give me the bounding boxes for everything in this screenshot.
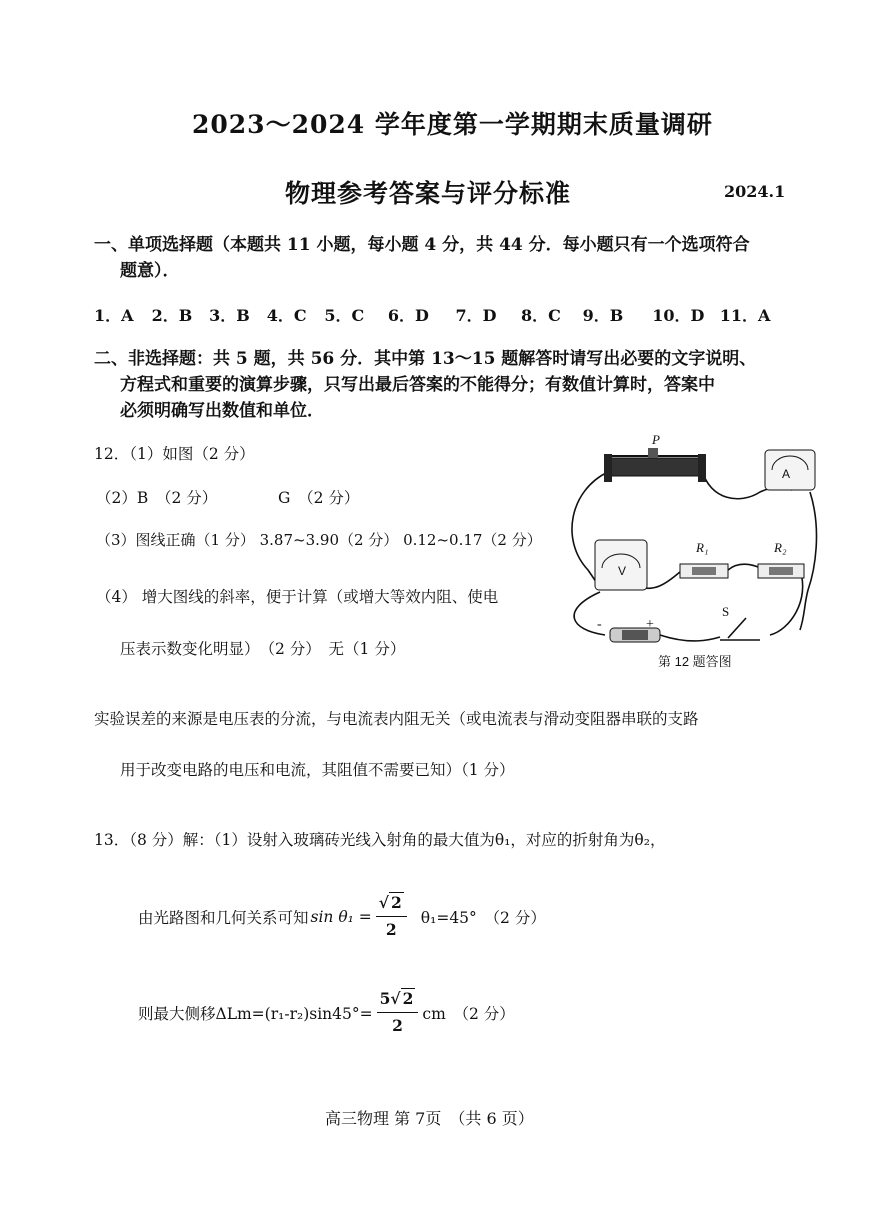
q13-line2-sin: sin θ₁ = (310, 907, 372, 926)
label-p: P (652, 432, 660, 447)
q13-line2-suffix: θ₁=45° （2 分） (420, 908, 546, 927)
q13-line2-prefix: 由光路图和几何关系可知 (138, 908, 309, 927)
q12-line2a: （2）B （2 分） (96, 489, 218, 507)
ammeter (765, 450, 815, 490)
label-plus: + (646, 617, 654, 632)
q13-line3 (138, 988, 515, 1037)
q12-line6: 实验误差的来源是电压表的分流，与电流表内阻无关（或电流表与滑动变阻器串联的支路 (94, 710, 699, 728)
q12-line2b: G （2 分） (278, 489, 360, 507)
fraction-numerator: 2 (390, 893, 402, 912)
fraction-5sqrt2-over-2: $\frac{5√ 2}{2}$ (377, 988, 419, 1037)
wire (770, 570, 803, 635)
q12-line5: 压表示数变化明显） （2 分） 无（1 分） (120, 640, 406, 658)
voltmeter (595, 540, 647, 590)
page-subtitle: 物理参考答案与评分标准 (285, 179, 572, 208)
fraction-radicand: 2 (402, 989, 414, 1008)
q12-line7: 用于改变电路的电压和电流，其阻值不需要已知）（1 分） (120, 761, 515, 779)
answer-10: 10．D (652, 306, 705, 325)
q13-line3-prefix: 则最大侧移ΔLm=(r₁-r₂)sin45°= (138, 1004, 373, 1023)
wire (660, 635, 720, 641)
circuit-diagram (560, 430, 830, 680)
answer-9: 9．B (582, 306, 624, 325)
fraction-denominator: 2 (392, 1016, 403, 1035)
resistor-r1 (680, 540, 728, 578)
section1-heading-line1: 一、单项选择题（本题共 11 小题，每小题 4 分，共 44 分．每小题只有一个选项符合 (94, 235, 750, 255)
section1-answers (94, 303, 770, 326)
q12-line1: 12．（1）如图（2 分） (94, 445, 255, 463)
answer-7: 7．D (455, 306, 497, 325)
battery (597, 617, 660, 642)
label-s: S (722, 604, 730, 619)
label-v: V (618, 564, 627, 578)
section2-heading-line3: 必须明确写出数值和单位． (120, 401, 324, 421)
fraction-sqrt2-over-2: $\frac{√ 2}{2}$ (376, 892, 407, 941)
section2-heading-line2: 方程式和重要的演算步骤，只写出最后答案的不能得分；有数值计算时，答案中 (120, 375, 715, 395)
figure-caption: 第 12 题答图 (658, 654, 732, 669)
q13-line2 (138, 892, 546, 941)
answer-2: 2．B (151, 306, 193, 325)
page-title: 2023～2024 学年度第一学期期末质量调研 (192, 110, 713, 139)
fraction-denominator: 2 (385, 920, 397, 939)
rheostat (604, 432, 706, 482)
answer-6: 6．D (387, 306, 429, 325)
switch (720, 604, 760, 640)
answer-8: 8．C (521, 306, 561, 325)
section1-heading-line2: 题意）． (120, 261, 180, 281)
answer-11: 11．A (719, 306, 771, 325)
page-footer: 高三物理 第 7页 （共 6 页） (325, 1109, 534, 1128)
answer-5: 5．C (324, 306, 365, 325)
q13-line1: 13．（8 分）解：（1）设射入玻璃砖光线入射角的最大值为θ₁，对应的折射角为θ₂， (94, 831, 666, 849)
label-a: A (782, 467, 791, 481)
q12-line3: （3）图线正确（1 分） 3.87~3.90（2 分） 0.12~0.17（2 分） (96, 531, 542, 549)
resistor-r2 (758, 540, 804, 578)
q13-line3-suffix: cm （2 分） (422, 1004, 515, 1023)
label-r2: R₂ (774, 540, 787, 555)
section2-heading-line1: 二、非选择题：共 5 题，共 56 分．其中第 13～15 题解答时请写出必要的文字说明、 (94, 349, 757, 369)
label-minus: - (597, 617, 602, 632)
label-r1: R₁ (696, 540, 709, 555)
answer-3: 3．B (209, 306, 250, 325)
answer-1: 1．A (94, 306, 134, 325)
answer-4: 4．C (266, 306, 307, 325)
wire (800, 492, 816, 630)
document-date: 2024.1 (724, 182, 786, 201)
q12-line4: （4） 增大图线的斜率，便于计算（或增大等效内阻、使电 (96, 588, 499, 606)
fraction-coefficient: 5 (379, 989, 391, 1008)
